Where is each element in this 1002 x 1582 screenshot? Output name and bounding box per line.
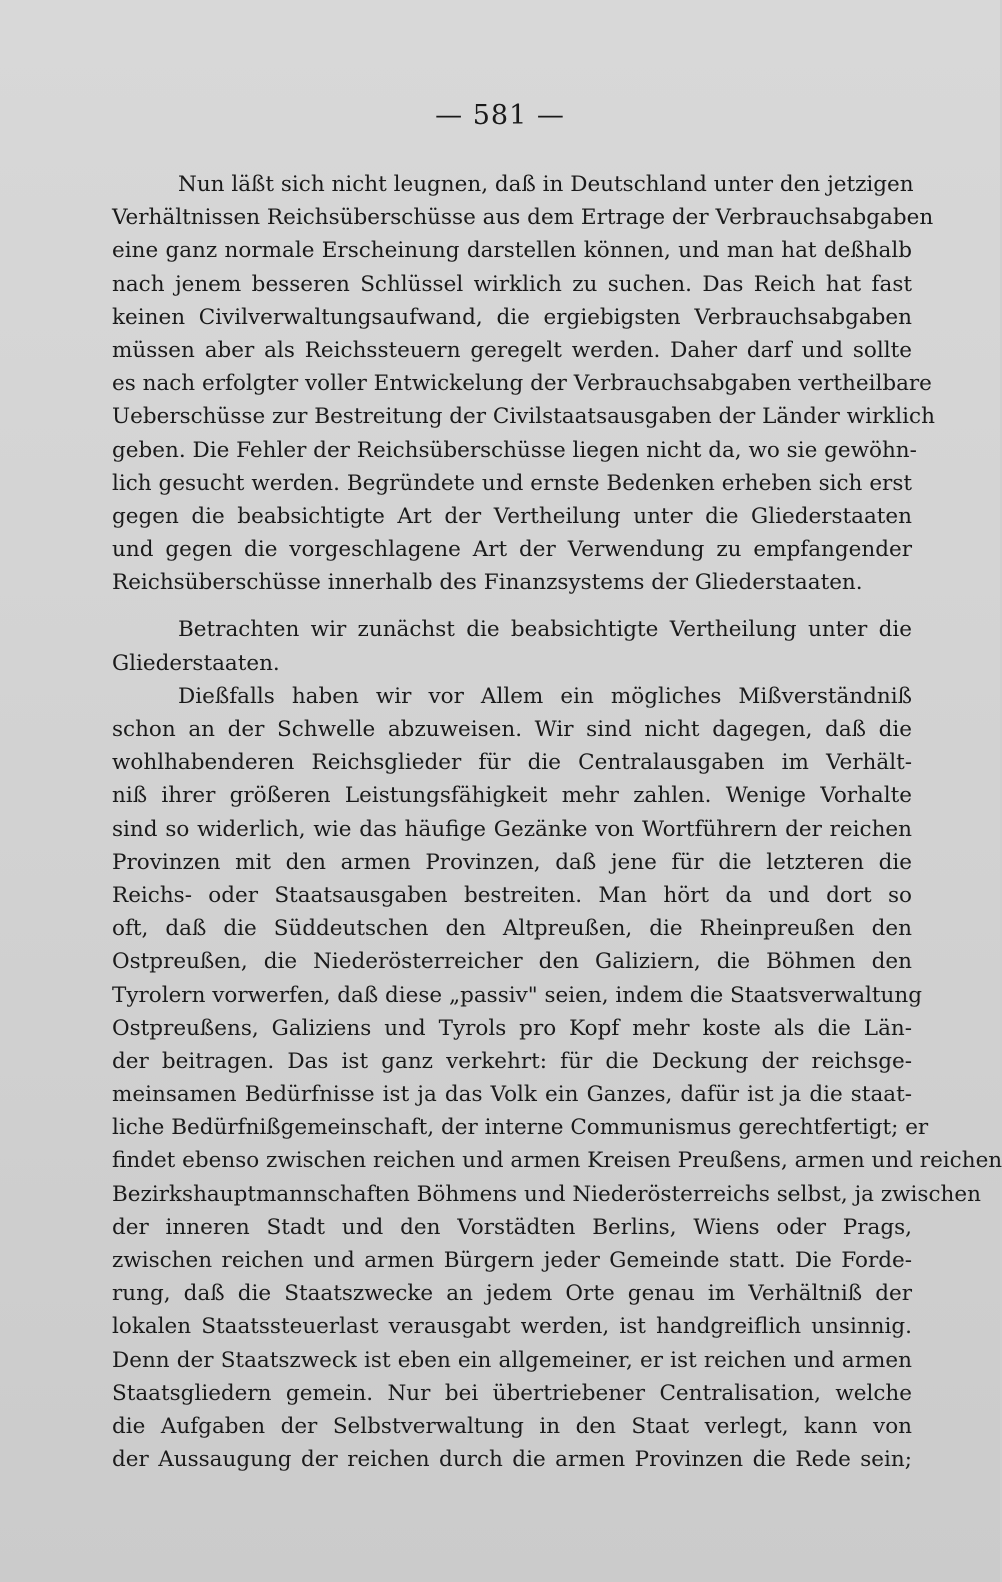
text-line: findet ebenso zwischen reichen und armen Kreisen Preußens, armen und reichen — [112, 1148, 1002, 1174]
text-line: die Aufgaben der Selbstverwaltung in den Staat verlegt, kann von — [112, 1413, 912, 1439]
text-line: liche Bedürfnißgemeinschaft, der interne Communismus gerechtfertigt; er — [112, 1115, 929, 1141]
text-line: Dießfalls haben wir vor Allem ein mögliches Mißverständniß — [178, 683, 912, 709]
text-line: niß ihrer größeren Leistungsfähigkeit mehr zahlen. Wenige Vorhalte — [112, 783, 912, 809]
text-line: geben. Die Fehler der Reichsüberschüsse liegen nicht da, wo sie gewöhn- — [112, 437, 917, 463]
text-line: der Aussaugung der reichen durch die armen Provinzen die Rede sein; — [112, 1447, 912, 1473]
text-line: es nach erfolgter voller Entwickelung der Verbrauchsabgaben vertheilbare — [112, 371, 932, 397]
text-line: müssen aber als Reichssteuern geregelt werden. Daher darf und sollte — [112, 337, 912, 363]
text-line: gegen die beabsichtigte Art der Vertheilung unter die Gliederstaaten — [112, 503, 912, 529]
text-line: Betrachten wir zunächst die beabsichtigte Vertheilung unter die — [178, 617, 912, 643]
text-line: Nun läßt sich nicht leugnen, daß in Deutschland unter den jetzigen — [178, 172, 914, 197]
text-line: Provinzen mit den armen Provinzen, daß jene für die letzteren die — [112, 849, 912, 875]
text-line: eine ganz normale Erscheinung darstellen können, und man hat deßhalb — [112, 238, 912, 264]
text-line: sind so widerlich, wie das häufige Gezänke von Wortführern der reichen — [112, 816, 912, 842]
text-line: und gegen die vorgeschlagene Art der Verwendung zu empfangender — [112, 537, 912, 563]
text-line: Gliederstaaten. — [112, 650, 280, 676]
text-line: nach jenem besseren Schlüssel wirklich zu suchen. Das Reich hat fast — [112, 271, 912, 297]
paragraph-1 — [112, 168, 935, 599]
text-line: Ostpreußen, die Niederösterreicher den Galiziern, die Böhmen den — [112, 949, 912, 975]
body-text — [112, 168, 1002, 1476]
text-line: Denn der Staatszweck ist eben ein allgemeiner, er ist reichen und armen — [112, 1347, 912, 1373]
text-line: keinen Civilverwaltungsaufwand, die ergiebigsten Verbrauchsabgaben — [112, 304, 912, 330]
text-line: oft, daß die Süddeutschen den Altpreußen, die Rheinpreußen den — [112, 916, 912, 942]
text-line: Tyrolern vorwerfen, daß diese „passiv" seien, indem die Staatsverwaltung — [112, 982, 923, 1008]
text-line: Ueberschüsse zur Bestreitung der Civilstaatsausgaben der Länder wirklich — [112, 404, 935, 430]
text-line: Staatsgliedern gemein. Nur bei übertriebener Centralisation, welche — [112, 1380, 912, 1406]
text-line: Reichs- oder Staatsausgaben bestreiten. Man hört da und dort so — [112, 882, 912, 908]
text-line: Reichsüberschüsse innerhalb des Finanzsystems der Gliederstaaten. — [112, 570, 863, 596]
text-line: zwischen reichen und armen Bürgern jeder Gemeinde statt. Die Forde- — [112, 1248, 912, 1273]
text-line: wohlhabenderen Reichsglieder für die Centralausgaben im Verhält- — [112, 750, 912, 776]
text-line: der beitragen. Das ist ganz verkehrt: für die Deckung der reichsge- — [112, 1048, 912, 1074]
text-line: Bezirkshauptmannschaften Böhmens und Niederösterreichs selbst, ja zwischen — [112, 1181, 981, 1207]
text-line: der inneren Stadt und den Vorstädten Berlins, Wiens oder Prags, — [112, 1214, 912, 1240]
text-line: Verhältnissen Reichsüberschüsse aus dem Ertrage der Verbrauchsabgaben — [112, 205, 934, 231]
paragraph-2 — [112, 613, 912, 679]
paragraph-gap — [112, 599, 912, 613]
text-line: lokalen Staatssteuerlast verausgabt werden, ist handgreiflich unsinnig. — [112, 1314, 912, 1340]
text-line: meinsamen Bedürfnisse ist ja das Volk ein Ganzes, dafür ist ja die staat- — [112, 1082, 912, 1108]
text-line: lich gesucht werden. Begründete und ernste Bedenken erheben sich erst — [112, 470, 912, 496]
page-number: — 581 — — [435, 100, 565, 131]
paragraph-3 — [112, 680, 1002, 1477]
text-line: Ostpreußens, Galiziens und Tyrols pro Kopf mehr koste als die Län- — [112, 1015, 912, 1041]
text-line: schon an der Schwelle abzuweisen. Wir sind nicht dagegen, daß die — [112, 717, 912, 742]
text-line: rung, daß die Staatszwecke an jedem Orte genau im Verhältniß der — [112, 1281, 912, 1307]
